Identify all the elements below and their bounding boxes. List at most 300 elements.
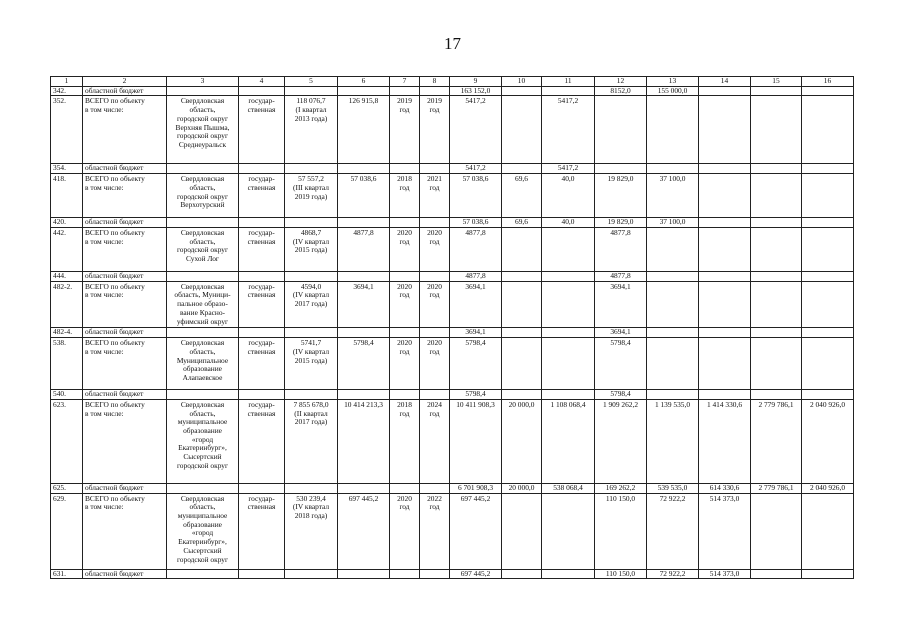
column-number: 14 (699, 77, 751, 87)
column-number: 15 (751, 77, 802, 87)
table-cell (647, 227, 699, 271)
table-cell (83, 338, 167, 390)
cell-text: государ- ственная (247, 227, 276, 246)
cell-text: 5417,2 (465, 96, 486, 106)
table-cell (420, 218, 450, 228)
table-cell (699, 569, 751, 579)
table-cell (802, 328, 854, 338)
table-cell (802, 338, 854, 390)
cell-text: государ- ственная (247, 96, 276, 115)
table-cell (542, 483, 595, 493)
table-cell (502, 271, 542, 281)
table-cell (167, 483, 239, 493)
cell-text: областной бюджет (85, 389, 144, 399)
table-cell (83, 96, 167, 164)
table-cell (542, 86, 595, 96)
table-cell (390, 96, 420, 164)
table-cell (51, 96, 83, 164)
table-cell (51, 569, 83, 579)
table-cell (595, 493, 647, 569)
column-number-row (51, 77, 854, 87)
table-cell (51, 227, 83, 271)
cell-text: Свердловская область, городской округ Сухой Лог (176, 227, 229, 264)
cell-text: 342. (53, 86, 66, 95)
table-cell (450, 338, 502, 390)
table-cell (450, 86, 502, 96)
table-cell (542, 281, 595, 328)
table-cell (390, 399, 420, 483)
cell-text: 118 076,7 (I квартал 2013 года) (294, 96, 328, 123)
table-cell (802, 218, 854, 228)
table-cell (83, 164, 167, 174)
cell-text: 2024 год (427, 399, 442, 418)
cell-text: 2019 год (397, 96, 412, 115)
column-number: 6 (338, 77, 390, 87)
column-number: 16 (802, 77, 854, 87)
column-number: 10 (502, 77, 542, 87)
table-cell (502, 328, 542, 338)
cell-text: 72 922,2 (659, 493, 686, 503)
table-cell (239, 399, 285, 483)
cell-text: государ- ственная (247, 338, 276, 356)
table-cell (167, 164, 239, 174)
table-cell (699, 281, 751, 328)
cell-text: 482-4. (53, 327, 73, 337)
cell-text: Свердловская область, Муници- пальное образо- вание Красно- уфимский округ (174, 281, 231, 326)
table-cell (83, 399, 167, 483)
table-cell (239, 271, 285, 281)
column-number: 1 (51, 77, 83, 87)
cell-text: 3694,1 (610, 281, 631, 291)
table-cell (647, 96, 699, 164)
table-cell (542, 493, 595, 569)
table-cell (647, 399, 699, 483)
table-cell (542, 174, 595, 218)
object-row (51, 227, 854, 271)
table-cell (338, 569, 390, 579)
cell-text: 57 557,2 (III квартал 2019 года) (293, 174, 329, 201)
table-cell (167, 390, 239, 400)
table-cell (595, 96, 647, 164)
table-cell (751, 174, 802, 218)
table-cell (83, 227, 167, 271)
cell-text: 2 040 926,0 (809, 399, 846, 409)
cell-text: государ- ственная (247, 399, 276, 418)
cell-text: 418. (53, 174, 66, 184)
cell-text: 10 414 213,3 (344, 399, 383, 409)
table-cell (285, 399, 338, 483)
column-number: 12 (595, 77, 647, 87)
cell-text: 1 139 535,0 (654, 399, 691, 409)
table-cell (51, 281, 83, 328)
table-cell (699, 174, 751, 218)
table-cell (647, 174, 699, 218)
table-cell (502, 390, 542, 400)
table-cell (802, 281, 854, 328)
column-number: 5 (285, 77, 338, 87)
cell-text: 2019 год (427, 96, 442, 115)
cell-text: 2 040 926,0 (809, 483, 846, 492)
cell-text: 2020 год (427, 338, 442, 356)
cell-text: 2 779 786,1 (758, 399, 794, 409)
table-cell (390, 218, 420, 228)
table-cell (338, 390, 390, 400)
cell-text: 623. (53, 399, 66, 409)
table-cell (239, 96, 285, 164)
table-cell (285, 493, 338, 569)
table-cell (502, 96, 542, 164)
table-cell (542, 399, 595, 483)
table-cell (239, 338, 285, 390)
cell-text: 6 701 908,3 (457, 483, 494, 492)
table-cell (450, 483, 502, 493)
table-cell (595, 227, 647, 271)
cell-text: 614 330,6 (709, 483, 740, 492)
cell-text: 629. (53, 493, 66, 503)
table-cell (420, 281, 450, 328)
table-cell (338, 86, 390, 96)
cell-text: 697 445,2 (460, 493, 491, 503)
cell-text: государ- ственная (247, 174, 276, 192)
cell-text: 5798,4 (353, 338, 374, 348)
cell-text: 126 915,8 (348, 96, 379, 106)
table-cell (502, 569, 542, 579)
table-cell (751, 96, 802, 164)
cell-text: 110 150,0 (605, 569, 636, 578)
budget-row (51, 271, 854, 281)
table-cell (51, 328, 83, 338)
cell-text: 514 373,0 (709, 569, 740, 578)
table-cell (802, 164, 854, 174)
cell-text: 444. (53, 271, 66, 280)
table-cell (542, 328, 595, 338)
cell-text: ВСЕГО по объекту в том числе: (85, 281, 145, 300)
table-cell (338, 164, 390, 174)
cell-text: 163 152,0 (460, 86, 491, 95)
table-cell (338, 483, 390, 493)
cell-text: 2020 год (397, 227, 412, 246)
table-cell (802, 483, 854, 493)
object-row (51, 493, 854, 569)
object-row (51, 338, 854, 390)
table-cell (390, 164, 420, 174)
cell-text: 5798,4 (610, 389, 631, 399)
table-cell (699, 96, 751, 164)
cell-text: 2020 год (397, 493, 412, 512)
table-cell (647, 483, 699, 493)
table-cell (420, 399, 450, 483)
cell-text: 530 239,4 (IV квартал 2018 года) (292, 493, 330, 521)
column-number: 7 (390, 77, 420, 87)
table-cell (51, 390, 83, 400)
table-cell (167, 328, 239, 338)
table-cell (83, 483, 167, 493)
table-cell (699, 271, 751, 281)
table-cell (751, 399, 802, 483)
cell-text: 5417,2 (557, 96, 579, 106)
table-cell (239, 569, 285, 579)
table-cell (802, 271, 854, 281)
table-cell (751, 164, 802, 174)
table-cell (802, 174, 854, 218)
table-cell (239, 328, 285, 338)
table-cell (420, 338, 450, 390)
cell-text: 2018 год (397, 174, 412, 192)
cell-text: областной бюджет (85, 86, 144, 95)
object-row (51, 281, 854, 328)
table-cell (450, 399, 502, 483)
table-cell (699, 227, 751, 271)
table-cell (647, 281, 699, 328)
table-cell (595, 328, 647, 338)
cell-text: 110 150,0 (605, 493, 636, 503)
table-cell (420, 164, 450, 174)
table-cell (450, 218, 502, 228)
page-number: 17 (444, 34, 461, 53)
table-cell (285, 569, 338, 579)
table-cell (450, 328, 502, 338)
cell-text: 3694,1 (465, 281, 486, 291)
table-cell (167, 493, 239, 569)
table-cell (83, 390, 167, 400)
table-cell (699, 483, 751, 493)
budget-row (51, 86, 854, 96)
cell-text: 631. (53, 569, 66, 578)
table-cell (83, 218, 167, 228)
cell-text: 2020 год (397, 338, 412, 356)
table-cell (450, 271, 502, 281)
cell-text: 540. (53, 389, 66, 399)
cell-text: ВСЕГО по объекту в том числе: (85, 338, 145, 356)
table-cell (450, 227, 502, 271)
cell-text: 538 068,4 (553, 483, 583, 492)
table-cell (502, 281, 542, 328)
cell-text: 4868,7 (IV квартал 2015 года) (292, 227, 330, 255)
cell-text: областной бюджет (85, 163, 144, 173)
object-row (51, 96, 854, 164)
budget-row (51, 218, 854, 228)
budget-row (51, 390, 854, 400)
table-cell (420, 493, 450, 569)
table-cell (699, 328, 751, 338)
table-cell (167, 569, 239, 579)
table-cell (542, 271, 595, 281)
column-number: 4 (239, 77, 285, 87)
table-cell (167, 399, 239, 483)
cell-text: 2020 год (427, 227, 442, 246)
cell-text: 5417,2 (465, 163, 486, 173)
cell-text: Свердловская область, муниципальное образование «город Екатеринбург», Сысертский городской округ (176, 399, 229, 470)
cell-text: 697 445,2 (460, 569, 491, 578)
table-cell (647, 164, 699, 174)
table-cell (285, 164, 338, 174)
investment-table (50, 76, 854, 579)
table-cell (51, 164, 83, 174)
cell-text: 354. (53, 163, 66, 173)
table-cell (285, 390, 338, 400)
table-cell (51, 174, 83, 218)
table-cell (751, 493, 802, 569)
table-cell (51, 399, 83, 483)
table-cell (542, 96, 595, 164)
table-cell (239, 227, 285, 271)
cell-text: Свердловская область, городской округ Верхотурский (176, 174, 229, 210)
table-cell (390, 271, 420, 281)
table-cell (751, 281, 802, 328)
table-cell (51, 271, 83, 281)
cell-text: 40,0 (561, 217, 575, 227)
cell-text: 3694,1 (610, 327, 631, 337)
cell-text: 4877,8 (610, 271, 631, 280)
column-number: 8 (420, 77, 450, 87)
cell-text: 19 829,0 (607, 174, 634, 184)
table-cell (502, 399, 542, 483)
table-cell (390, 328, 420, 338)
table-cell (502, 338, 542, 390)
table-cell (338, 338, 390, 390)
cell-text: 2020 год (427, 281, 442, 300)
budget-row (51, 164, 854, 174)
cell-text: 514 373,0 (709, 493, 740, 503)
table-cell (595, 218, 647, 228)
column-number: 3 (167, 77, 239, 87)
table-cell (450, 174, 502, 218)
table-cell (699, 399, 751, 483)
cell-text: 57 038,6 (462, 217, 489, 227)
cell-text: 1 414 330,6 (706, 399, 743, 409)
table-cell (502, 86, 542, 96)
cell-text: ВСЕГО по объекту в том числе: (85, 96, 145, 115)
table-cell (502, 227, 542, 271)
table-cell (751, 218, 802, 228)
table-cell (51, 218, 83, 228)
table-cell (699, 493, 751, 569)
table-cell (167, 174, 239, 218)
table-cell (285, 328, 338, 338)
table-cell (338, 174, 390, 218)
table-cell (802, 390, 854, 400)
table-cell (502, 218, 542, 228)
table-cell (802, 569, 854, 579)
table-cell (83, 281, 167, 328)
cell-text: 155 000,0 (657, 86, 688, 95)
table-cell (420, 96, 450, 164)
table-cell (751, 338, 802, 390)
table-cell (239, 493, 285, 569)
cell-text: государ- ственная (247, 281, 276, 300)
table-cell (239, 174, 285, 218)
table-cell (802, 86, 854, 96)
cell-text: 4877,8 (465, 271, 486, 280)
column-number: 11 (542, 77, 595, 87)
table-cell (239, 483, 285, 493)
table-cell (699, 218, 751, 228)
cell-text: 5798,4 (610, 338, 631, 348)
table-cell (450, 390, 502, 400)
table-cell (51, 493, 83, 569)
table-cell (390, 174, 420, 218)
table-cell (390, 281, 420, 328)
table-cell (802, 227, 854, 271)
cell-text: 1 108 068,4 (550, 399, 586, 409)
table-cell (450, 96, 502, 164)
cell-text: 482-2. (53, 281, 73, 291)
table-cell (83, 328, 167, 338)
table-cell (285, 271, 338, 281)
table-cell (751, 390, 802, 400)
cell-text: ВСЕГО по объекту в том числе: (85, 174, 145, 192)
cell-text: областной бюджет (85, 483, 144, 492)
cell-text: 4877,8 (465, 227, 486, 237)
table-cell (239, 281, 285, 328)
cell-text: государ- ственная (247, 493, 276, 512)
table-cell (542, 218, 595, 228)
budget-row (51, 569, 854, 579)
cell-text: 8152,0 (610, 86, 631, 95)
cell-text: 40,0 (561, 174, 575, 184)
table-cell (420, 271, 450, 281)
table-cell (167, 86, 239, 96)
table-cell (647, 338, 699, 390)
table-cell (285, 218, 338, 228)
table-cell (390, 338, 420, 390)
table-cell (167, 338, 239, 390)
table-cell (542, 227, 595, 271)
cell-text: 19 829,0 (607, 217, 634, 227)
cell-text: 69,6 (515, 174, 528, 184)
cell-text: областной бюджет (85, 569, 144, 578)
table-cell (595, 271, 647, 281)
cell-text: областной бюджет (85, 327, 144, 337)
table-cell (542, 164, 595, 174)
table-cell (338, 227, 390, 271)
cell-text: 625. (53, 483, 66, 492)
cell-text: 4594,0 (IV квартал 2017 года) (292, 281, 330, 309)
table-cell (167, 96, 239, 164)
table-cell (420, 227, 450, 271)
table-cell (338, 218, 390, 228)
table-cell (647, 569, 699, 579)
table-cell (595, 338, 647, 390)
table-cell (338, 399, 390, 483)
table-cell (83, 569, 167, 579)
cell-text: 420. (53, 217, 66, 227)
table-cell (83, 86, 167, 96)
table-cell (285, 281, 338, 328)
table-cell (595, 86, 647, 96)
cell-text: ВСЕГО по объекту в том числе: (85, 493, 145, 512)
cell-text: 5798,4 (465, 338, 486, 348)
table-cell (595, 164, 647, 174)
cell-text: 37 100,0 (659, 174, 686, 184)
cell-text: Свердловская область, Муниципальное образование Алапаевское (176, 338, 229, 383)
cell-text: Свердловская область, муниципальное образование «город Екатеринбург», Сысертский городской округ (176, 493, 229, 564)
table-cell (285, 483, 338, 493)
table-cell (83, 493, 167, 569)
table-cell (338, 96, 390, 164)
table-cell (542, 569, 595, 579)
table-cell (802, 399, 854, 483)
cell-text: 539 535,0 (657, 483, 688, 492)
table-cell (595, 281, 647, 328)
object-row (51, 174, 854, 218)
cell-text: ВСЕГО по объекту в том числе: (85, 227, 145, 246)
table-cell (338, 493, 390, 569)
cell-text: областной бюджет (85, 271, 144, 280)
table-cell (450, 569, 502, 579)
table-cell (751, 483, 802, 493)
cell-text: 72 922,2 (659, 569, 686, 578)
